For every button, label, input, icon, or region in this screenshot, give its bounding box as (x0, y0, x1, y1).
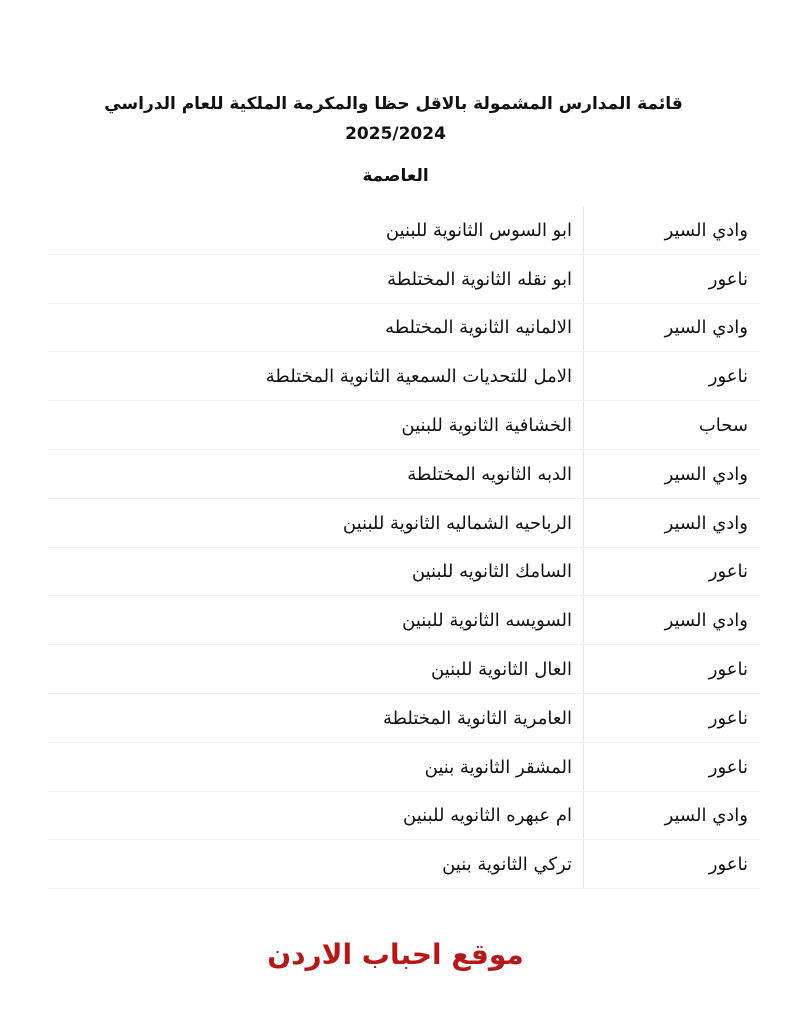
column-divider (583, 352, 584, 401)
table-row (48, 304, 760, 353)
table-row (48, 596, 760, 645)
table-row (48, 499, 760, 548)
school-cell: الامل للتحديات السمعية الثانوية المختلطة (265, 366, 572, 388)
table-row (48, 792, 760, 841)
school-cell: تركي الثانوية بنين (442, 854, 572, 876)
school-cell: الدبه الثانويه المختلطة (407, 463, 572, 485)
area-cell: سحاب (698, 415, 748, 437)
table-row (48, 548, 760, 597)
school-cell: الالمانيه الثانوية المختلطه (385, 317, 572, 339)
area-cell: ناعور (708, 854, 748, 876)
column-divider (583, 499, 584, 548)
area-cell: ناعور (708, 659, 748, 681)
column-divider (583, 304, 584, 353)
column-divider (583, 548, 584, 597)
column-divider (583, 401, 584, 450)
schools-table (48, 206, 760, 889)
site-name-footer: موقع احباب الاردن (267, 938, 524, 971)
area-cell: وادي السير (664, 219, 748, 241)
column-divider (583, 694, 584, 743)
area-cell: وادي السير (664, 805, 748, 827)
column-divider (583, 743, 584, 792)
column-divider (583, 255, 584, 304)
school-cell: العامرية الثانوية المختلطة (382, 707, 572, 729)
column-divider (583, 645, 584, 694)
area-cell: ناعور (708, 756, 748, 778)
area-cell: ناعور (708, 268, 748, 290)
school-cell: ابو السوس الثانوية للبنين (385, 219, 572, 241)
table-row (48, 840, 760, 889)
area-cell: ناعور (708, 366, 748, 388)
school-cell: الرباحيه الشماليه الثانوية للبنين (342, 512, 572, 534)
region-heading: العاصمة (362, 166, 429, 186)
table-row (48, 645, 760, 694)
area-cell: وادي السير (664, 512, 748, 534)
area-cell: وادي السير (664, 463, 748, 485)
column-divider (583, 450, 584, 499)
school-cell: المشقر الثانوية بنين (424, 756, 572, 778)
area-cell: وادي السير (664, 317, 748, 339)
school-cell: ام عبهره الثانويه للبنين (403, 805, 572, 827)
academic-year: 2025/2024 (345, 124, 446, 144)
school-cell: السويسه الثانوية للبنين (402, 610, 572, 632)
table-row (48, 450, 760, 499)
document-title: قائمة المدارس المشمولة بالاقل حظا والمكرمة الملكية للعام الدراسي (104, 94, 683, 114)
table-row (48, 694, 760, 743)
column-divider (583, 792, 584, 841)
area-cell: ناعور (708, 707, 748, 729)
school-cell: ابو نقله الثانوية المختلطة (387, 268, 572, 290)
table-row (48, 206, 760, 255)
school-cell: الخشافية الثانوية للبنين (401, 415, 572, 437)
table-row (48, 352, 760, 401)
school-cell: العال الثانوية للبنين (431, 659, 572, 681)
school-cell: السامك الثانويه للبنين (411, 561, 572, 583)
column-divider (583, 206, 584, 255)
table-row (48, 743, 760, 792)
table-row (48, 255, 760, 304)
column-divider (583, 840, 584, 889)
area-cell: ناعور (708, 561, 748, 583)
column-divider (583, 596, 584, 645)
table-row (48, 401, 760, 450)
area-cell: وادي السير (664, 610, 748, 632)
